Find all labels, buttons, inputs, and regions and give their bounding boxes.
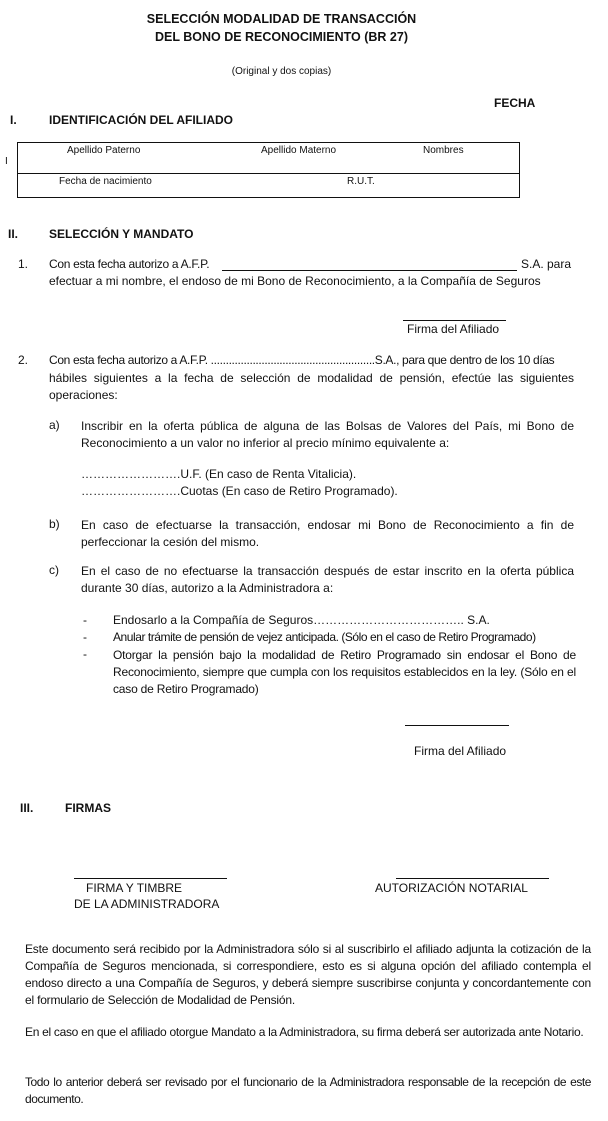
bullet-dash: - <box>83 613 87 627</box>
bullet-dash: - <box>83 630 87 644</box>
sub-c-letter: c) <box>49 563 59 577</box>
item2-text: hábiles siguientes a la fecha de selección de modalidad de pensión, efectúe las siguientes operaciones: <box>49 371 574 402</box>
notarial-signature-line[interactable] <box>396 878 549 879</box>
field-rut[interactable]: R.U.T. <box>347 176 375 187</box>
signature-label-1: Firma del Afiliado <box>407 322 500 336</box>
note-paragraph: En el caso en que el afiliado otorgue Mandato a la Administradora, su firma deberá ser autorizada ante Notario. <box>25 1025 584 1039</box>
field-apellido-paterno[interactable]: Apellido Paterno <box>67 145 141 156</box>
item2-line1: Con esta fecha autorizo a A.F.P. .......................................................S.A., para que dentro de los 10 días <box>49 353 555 367</box>
section2-heading: SELECCIÓN Y MANDATO <box>49 227 194 241</box>
section1-heading: IDENTIFICACIÓN DEL AFILIADO <box>49 113 233 127</box>
sub-b-letter: b) <box>49 517 60 531</box>
fecha-label: FECHA <box>494 96 536 110</box>
cuotas-line[interactable]: …………………….Cuotas (En caso de Retiro Programado). <box>81 484 398 498</box>
sub-c-text: En el caso de no efectuarse la transacción después de estar inscrito en la oferta pública durante 30 días, autorizo a la Administradora a: <box>81 564 574 595</box>
note-paragraph: Todo lo anterior deberá ser revisado por el funcionario de la Administradora responsable de la recepción de este documento. <box>25 1075 591 1106</box>
document-title-line1: SELECCIÓN MODALIDAD DE TRANSACCIÓN <box>146 12 417 26</box>
signature-line-1[interactable] <box>403 320 506 321</box>
identification-table <box>17 142 520 198</box>
section2-number: II. <box>8 227 19 241</box>
administradora-signature-label-line2: DE LA ADMINISTRADORA <box>74 897 220 911</box>
item1-line1-end: S.A. para <box>521 257 572 271</box>
item1-number: 1. <box>18 257 29 271</box>
document-title-line2: DEL BONO DE RECONOCIMIENTO (BR 27) <box>154 30 409 44</box>
section1-number: I. <box>10 113 17 127</box>
bullet-text: Anular trámite de pensión de vejez anticipada. (Sólo en el caso de Retiro Programado) <box>113 630 536 644</box>
item1-line1-start: Con esta fecha autorizo a A.F.P. <box>49 257 210 271</box>
field-nombres[interactable]: Nombres <box>423 145 464 156</box>
sub-b-text: En caso de efectuarse la transacción, endosar mi Bono de Reconocimiento a fin de perfeccionar la cesión del mismo. <box>81 518 574 549</box>
bullet-text: Endosarlo a la Compañía de Seguros……………………………….. S.A. <box>113 613 490 627</box>
field-apellido-materno[interactable]: Apellido Materno <box>261 145 337 156</box>
sub-a-letter: a) <box>49 418 60 432</box>
notarial-signature-label: AUTORIZACIÓN NOTARIAL <box>375 881 528 895</box>
administradora-signature-label-line1: FIRMA Y TIMBRE <box>86 881 183 895</box>
field-fecha-nacimiento[interactable]: Fecha de nacimiento <box>59 176 152 187</box>
sub-a-text: Inscribir en la oferta pública de alguna de las Bolsas de Valores del País, mi Bono de Reconocimiento a un valor no inferior al precio mínimo equivalente a: <box>81 419 574 450</box>
signature-label-2: Firma del Afiliado <box>414 744 507 758</box>
item2-number: 2. <box>18 353 29 367</box>
uf-line[interactable]: …………………….U.F. (En caso de Renta Vitalicia). <box>81 467 357 481</box>
table-divider <box>18 173 519 174</box>
item1-line2: efectuar a mi nombre, el endoso de mi Bono de Reconocimiento, a la Compañía de Seguros <box>49 274 541 288</box>
section3-number: III. <box>20 801 34 815</box>
note-paragraph: Este documento será recibido por la Administradora sólo si al suscribirlo el afiliado adjunta la cotización de la Compañía de Seguros mencionada, si correspondiere, esto es si alguna opción del afiliado contempla el endoso directo a una Compañía de Seguros, y deberá siempre suscribirse conjunta y concordantemente con el formulario de Selección de Modalidad de Pensión. <box>25 942 591 1007</box>
section3-heading: FIRMAS <box>65 801 111 815</box>
signature-line-2[interactable] <box>405 725 509 726</box>
administradora-signature-line[interactable] <box>74 878 227 879</box>
afp-name-blank[interactable] <box>222 270 517 271</box>
bullet-text: Otorgar la pensión bajo la modalidad de Retiro Programado sin endosar el Bono de Reconocimiento, siempre que cumpla con los requisitos establecidos en la ley. (Sólo en el caso de Retiro Programado) <box>113 648 576 696</box>
copies-note: (Original y dos copias) <box>231 66 332 77</box>
bullet-dash: - <box>83 647 87 661</box>
margin-mark: I <box>5 156 8 167</box>
